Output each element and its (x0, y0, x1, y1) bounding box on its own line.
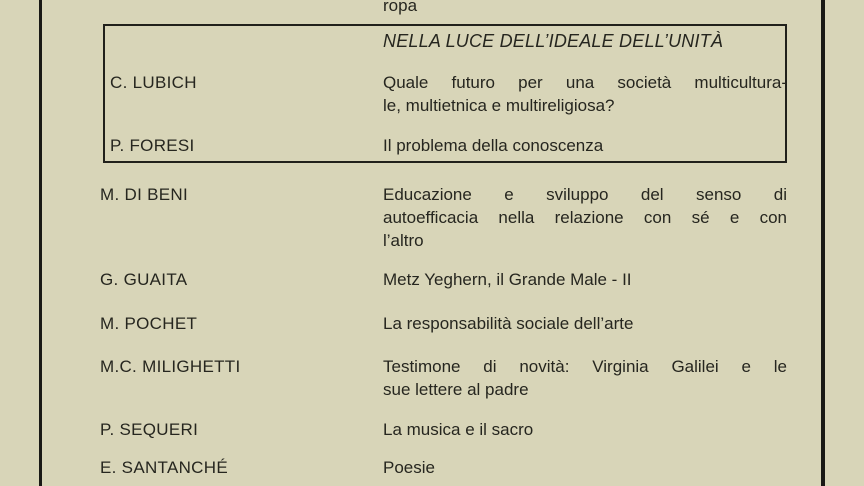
author-name: C. LUBICH (110, 73, 197, 92)
article-title (383, 456, 787, 479)
author-name: P. SEQUERI (100, 420, 199, 439)
hyphenation-fragment: ropa (383, 0, 418, 15)
title-line: Metz Yeghern, il Grande Male - II (383, 270, 632, 289)
article-title (383, 355, 787, 401)
article-title (383, 418, 787, 441)
title-line: La musica e il sacro (383, 420, 534, 439)
title-line: Educazione e sviluppo del senso di (383, 185, 787, 204)
author-name: E. SANTANCHÉ (100, 458, 228, 477)
title-line: Quale futuro per una società multicultura- (383, 73, 787, 92)
title-line: le, multietnica e multireligiosa? (383, 96, 615, 115)
article-title (383, 183, 787, 252)
author-name: M.C. MILIGHETTI (100, 357, 241, 376)
author-name: G. GUAITA (100, 270, 188, 289)
author-name: P. FORESI (110, 136, 195, 155)
article-title (383, 134, 787, 157)
page-rule-right (821, 0, 825, 486)
title-line: La responsabilità sociale dell’arte (383, 314, 634, 333)
article-title (383, 268, 787, 291)
page-rule-left (39, 0, 42, 486)
article-title (383, 71, 787, 117)
article-title (383, 312, 787, 335)
title-line: autoefficacia nella relazione con sé e con (383, 208, 787, 227)
title-line: sue lettere al padre (383, 380, 529, 399)
title-line: Il problema della conoscenza (383, 136, 604, 155)
title-line: l’altro (383, 231, 424, 250)
author-name: M. DI BENI (100, 185, 189, 204)
section-heading: NELLA LUCE DELL’IDEALE DELL’UNITÀ (383, 31, 724, 51)
title-line: Testimone di novità: Virginia Galilei e le (383, 357, 787, 376)
author-name: M. POCHET (100, 314, 198, 333)
title-line: Poesie (383, 458, 435, 477)
